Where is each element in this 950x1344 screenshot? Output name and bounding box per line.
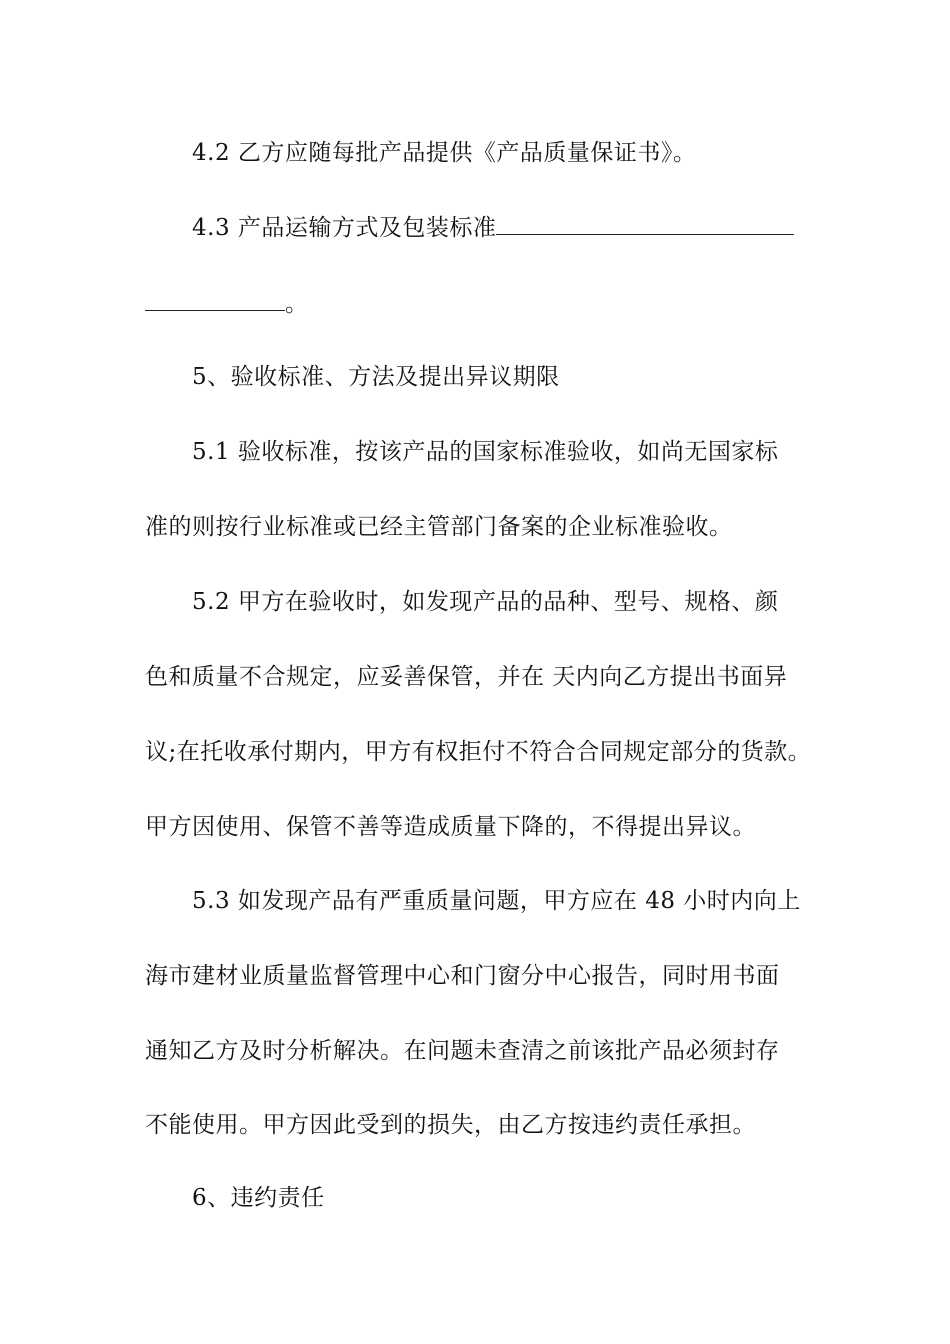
- clause-5-2-line-4: 甲方因使用、保管不善等造成质量下降的，不得提出异议。: [145, 814, 756, 840]
- clause-5-3-line-3: 通知乙方及时分析解决。在问题未查清之前该批产品必须封存: [145, 1038, 780, 1064]
- clause-5-2-line-1: 5.2 甲方在验收时，如发现产品的品种、型号、规格、颜: [192, 589, 779, 615]
- clause-4-3-text: 4.3 产品运输方式及包装标准: [192, 215, 497, 241]
- clause-5-3-line-2: 海市建材业质量监督管理中心和门窗分中心报告，同时用书面: [145, 963, 780, 989]
- fill-in-blank-packaging: [145, 288, 285, 311]
- fill-in-blank-transport: [496, 212, 794, 235]
- clause-5-3-line-1: 5.3 如发现产品有严重质量问题，甲方应在 48 小时内向上: [192, 888, 801, 914]
- clause-4-3: [192, 212, 810, 243]
- clause-4-3-end: 。: [285, 291, 309, 317]
- clause-4-3-continuation: [145, 288, 810, 319]
- clause-5-1-line-1: 5.1 验收标准，按该产品的国家标准验收，如尚无国家标: [192, 439, 779, 465]
- clause-5-1-line-2: 准的则按行业标准或已经主管部门备案的企业标准验收。: [145, 514, 733, 540]
- section-5-heading: 5、验收标准、方法及提出异议期限: [192, 364, 560, 390]
- clause-5-2-line-2: 色和质量不合规定，应妥善保管，并在 天内向乙方提出书面异: [145, 664, 788, 690]
- clause-5-3-line-4: 不能使用。甲方因此受到的损失，由乙方按违约责任承担。: [145, 1112, 756, 1138]
- section-6-heading: 6、违约责任: [192, 1185, 325, 1211]
- clause-5-2-line-3: 议;在托收承付期内，甲方有权拒付不符合合同规定部分的货款。: [145, 739, 812, 765]
- clause-4-2: 4.2 乙方应随每批产品提供《产品质量保证书》。: [192, 140, 697, 166]
